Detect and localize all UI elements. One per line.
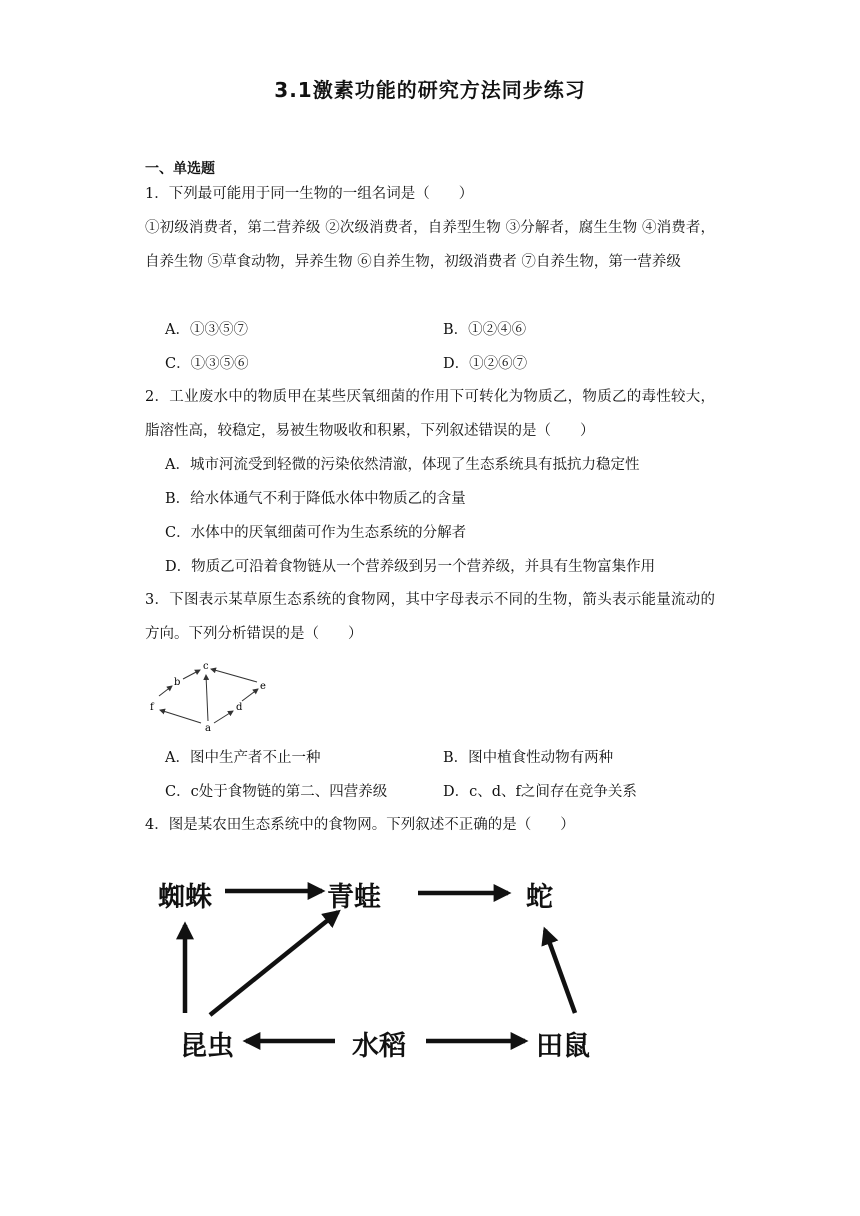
question-3-option-b: B．图中植食性动物有两种 bbox=[443, 750, 614, 766]
food-web-node-vole: 田鼠 bbox=[536, 1031, 590, 1062]
question-2-option-c: C．水体中的厌氧细菌可作为生态系统的分解者 bbox=[165, 525, 467, 541]
question-1-option-c: C．①③⑤⑥ bbox=[165, 356, 249, 372]
question-2-option-b: B．给水体通气不利于降低水体中物质乙的含量 bbox=[165, 491, 466, 507]
question-2-option-d: D．物质乙可沿着食物链从一个营养级到另一个营养级，并具有生物富集作用 bbox=[165, 559, 656, 575]
question-2-option-a: A．城市河流受到轻微的污染依然清澈，体现了生态系统具有抵抗力稳定性 bbox=[165, 457, 640, 473]
food-web-node-spider: 蜘蛛 bbox=[158, 882, 212, 913]
question-1-option-b: B．①②④⑥ bbox=[443, 322, 527, 338]
page-title: 3.1激素功能的研究方法同步练习 bbox=[274, 78, 586, 102]
question-1-option-d: D．①②⑥⑦ bbox=[443, 356, 528, 372]
question-3-option-c: C．c处于食物链的第二、四营养级 bbox=[165, 784, 388, 800]
question-2-stem: 2．工业废水中的物质甲在某些厌氧细菌的作用下可转化为物质乙，物质乙的毒性较大，脂溶性高，较稳定，易被生物吸收和积累，下列叙述错误的是（ ） bbox=[145, 389, 715, 439]
node-d-label: d bbox=[236, 702, 243, 713]
food-web-node-insect: 昆虫 bbox=[180, 1031, 234, 1062]
arrow-insect-to-frog bbox=[210, 912, 338, 1015]
node-c-label: c bbox=[203, 661, 209, 672]
section-heading: 一、单选题 bbox=[145, 161, 215, 177]
question-4-stem: 4．图是某农田生态系统中的食物网。下列叙述不正确的是（ ） bbox=[145, 817, 575, 833]
food-web-node-rice: 水稻 bbox=[352, 1031, 406, 1062]
node-a-label: a bbox=[205, 723, 211, 734]
question-1-body: ①初级消费者，第二营养级 ②次级消费者，自养型生物 ③分解者，腐生生物 ④消费者，自养生物 ⑤草食动物，异养生物 ⑥自养生物，初级消费者 ⑦自养生物，第一营养级 bbox=[145, 220, 715, 270]
arrow-vole-to-snake bbox=[545, 930, 575, 1013]
question-1-stem: 1．下列最可能用于同一生物的一组名词是（ ） bbox=[145, 186, 474, 202]
food-web-node-snake: 蛇 bbox=[526, 882, 553, 913]
question-3-option-a: A．图中生产者不止一种 bbox=[165, 750, 321, 766]
node-e-label: e bbox=[260, 681, 266, 692]
node-b-label: b bbox=[174, 677, 181, 688]
node-f-label: f bbox=[150, 702, 154, 713]
question-3-stem: 3．下图表示某草原生态系统的食物网，其中字母表示不同的生物，箭头表示能量流动的方向。下列分析错误的是（ ） bbox=[145, 592, 715, 642]
question-3-option-d: D．c、d、f之间存在竞争关系 bbox=[443, 784, 637, 800]
question-1-option-a: A．①③⑤⑦ bbox=[165, 322, 248, 338]
food-web-node-frog: 青蛙 bbox=[327, 882, 381, 913]
